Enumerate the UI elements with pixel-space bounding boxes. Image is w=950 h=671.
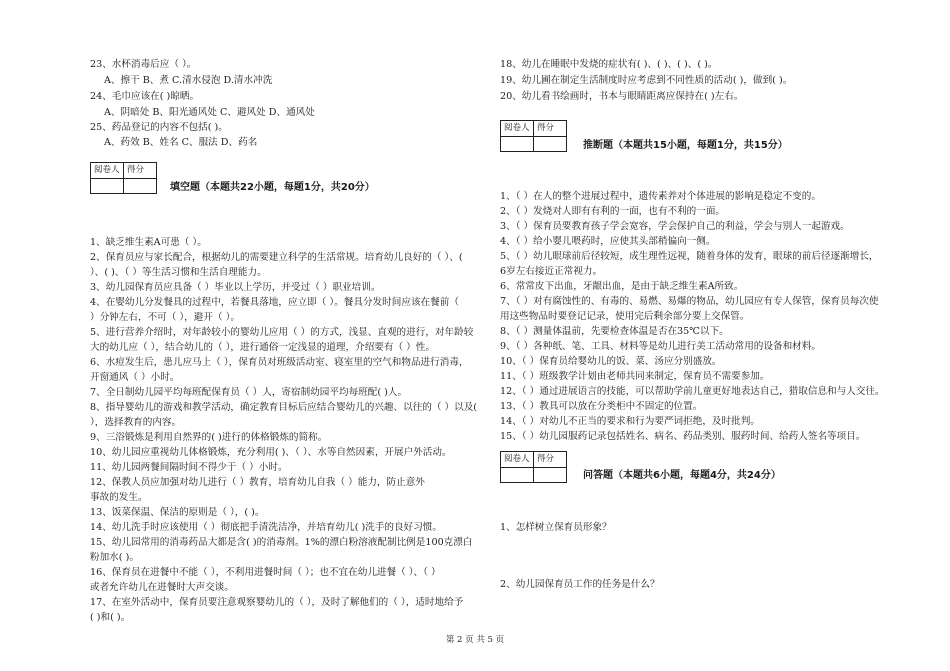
fill-line: 11、幼儿园两餐间隔时间不得少于（ ）小时。 (90, 462, 288, 473)
score-box-qa (500, 451, 567, 483)
fill-line: 16、保育员在进餐中不能（ ），不利用进餐时间（ ）；也不宜在幼儿进餐（ ）、（ ） (90, 567, 441, 578)
fill-line: 14、幼儿洗手时应该使用（ ）彻底把手清洗洁净，并培育幼儿( )洗手的良好习惯。 (90, 522, 442, 533)
judge-line: 3、（ ）保育员要教育孩子学会宽容，学会保护自己的利益，学会与别人一起游戏。 (500, 221, 850, 232)
judge-line: 4、（ ）给小婴儿喂药时，应使其头部稍偏向一侧。 (500, 236, 716, 247)
page-footer: 第 2 页 共 5 页 (445, 635, 505, 645)
fill-line: 1、缺乏维生素A可患（ ）。 (90, 237, 207, 248)
grader-label: 阅卷人 (91, 163, 124, 179)
judge-line: 10、（ ）保育员给婴幼儿的饭、菜、汤应分别盛放。 (500, 356, 722, 367)
fill-line: 粉加水( )。 (90, 552, 139, 563)
fill-line: 12、保教人员应加强对幼儿进行（ ）教育，培育幼儿自我（ ）能力，防止意外 (90, 477, 425, 488)
judge-line: 6、常常皮下出血，牙龈出血，是由于缺乏维生素A所致。 (500, 281, 744, 292)
fill-line: 事故的发生。 (90, 492, 148, 503)
section-title-judge: 推断题（本题共15小题，每题1分，共15分） (583, 140, 788, 151)
judge-line: 1、（ ）在人的整个进展过程中，遗传素养对个体进展的影响是稳定不变的。 (500, 191, 821, 202)
fill-line: ( )和( )。 (90, 612, 131, 623)
fill-line: 20、幼儿看书绘画时，书本与眼睛距离应保持在( )左右。 (500, 91, 744, 102)
qa-question-1: 1、怎样树立保育员形象？ (500, 522, 612, 533)
fill-line: 13、饭菜保温、保洁的原则是（ ），( )。 (90, 507, 265, 518)
question-23: 23、水杯消毒后应（ ）。 (90, 59, 197, 70)
question-24-options: A、阴暗处 B、阳光通风处 C、避风处 D、通风处 (104, 107, 315, 118)
fill-line: 8、指导婴幼儿的游戏和教学活动，确定教育目标后应结合婴幼儿的兴趣、以往的（ ）以及( (90, 402, 478, 413)
fill-line: 6、水痘发生后，患儿应马上（ ），保育员对班级活动室、寝室里的空气和物品进行消毒， (90, 357, 469, 368)
fill-line: ）、( )、（ ）等生活习惯和生活自理能力。 (90, 267, 267, 278)
judge-line: 用这些物品时要登记记录，使用完后剩余部分要上交保管。 (500, 311, 750, 322)
fill-line: ），选择教育的内容。 (90, 417, 182, 428)
fill-line: 4、在婴幼儿分发餐具的过程中，若餐具落地，应立即（ ）。餐具分发时间应该在餐前（ (90, 297, 459, 308)
judge-line: 15、（ ）幼儿园服药记录包括姓名、病名、药品类别、服药时间、给药人签名等项目。 (500, 431, 866, 442)
fill-line: 9、三浴锻炼是利用自然界的( )进行的体格锻炼的简称。 (90, 432, 328, 443)
fill-line: 15、幼儿园常用的消毒药品大都是含( )的消毒剂。1%的漂白粉溶液配制比例是100克漂白 (90, 537, 473, 548)
question-24: 24、毛巾应该在( )晾晒。 (90, 91, 200, 102)
grader-cell (501, 137, 534, 152)
judge-line: 2、（ ）发烧对人即有有利的一面，也有不利的一面。 (500, 206, 726, 217)
score-box-fill (90, 162, 157, 194)
grader-label: 阅卷人 (501, 121, 534, 137)
score-cell (124, 179, 157, 194)
judge-line: 5、（ ）幼儿眼球前后径较短，成生理性远视，随着身体的发育，眼球的前后径逐渐增长， (500, 251, 879, 262)
judge-line: 6岁左右接近正常视力。 (500, 266, 603, 277)
score-box-judge (500, 120, 567, 152)
grader-label: 阅卷人 (501, 452, 534, 468)
fill-line: 5、进行营养介绍时，对年龄较小的婴幼儿应用（ ）的方式，浅显、直观的进行，对年龄较 (90, 327, 474, 338)
grader-cell (91, 179, 124, 194)
fill-line: 或者允许幼儿在进餐时大声交谈。 (90, 582, 234, 593)
judge-line: 12、（ ）通过进展语言的技能，可以帮助学前儿童更好地表达自己，猎取信息和与人交往。 (500, 386, 885, 397)
question-25: 25、药品登记的内容不包括( )。 (90, 122, 228, 133)
fill-line: 19、幼儿圃在制定生活制度时应考虑到不同性质的活动( )，做到( )。 (500, 75, 793, 86)
question-23-options: A、擦干 B、煮 C.清水侵泡 D.清水冲洗 (104, 75, 273, 86)
judge-line: 8、（ ）测量体温前，先要检查体温是否在35℃以下。 (500, 326, 729, 337)
judge-line: 11、（ ）班级教学计划由老师共同来制定，保育员不需要参加。 (500, 371, 770, 382)
fill-line: 10、幼儿园应重视幼儿体格锻炼，充分利用( )、（ ）、水等自然因素，开展户外活动。 (90, 447, 452, 458)
question-25-options: A、药效 B、姓名 C、服法 D、药名 (104, 137, 258, 148)
fill-line: 7、全日制幼儿园平均每班配保育员（ ）人，寄宿制幼园平均每班配( )人。 (90, 387, 408, 398)
fill-line: 开窗通风（ ）小时。 (90, 372, 180, 383)
score-label: 得分 (534, 121, 567, 137)
section-title-fill: 填空题（本题共22小题，每题1分，共20分） (170, 182, 375, 193)
grader-cell (501, 468, 534, 483)
fill-line: 3、幼儿园保育员应具备（ ）毕业以上学历，并受过（ ）职业培训。 (90, 282, 381, 293)
score-label: 得分 (534, 452, 567, 468)
score-cell (534, 137, 567, 152)
judge-line: 14、（ ）对幼儿不正当的要求和行为要严词拒绝，及时批判。 (500, 416, 760, 427)
judge-line: 13、（ ）教具可以放在分类柜中不固定的位置。 (500, 401, 703, 412)
fill-line: 18、幼儿在睡眠中发烧的症状有( )、( )、( )、( )。 (500, 59, 718, 70)
judge-line: 7、（ ）对有腐蚀性的、有毒的、易燃、易爆的物品，幼儿园应有专人保管，保育员每次使 (500, 296, 879, 307)
score-cell (534, 468, 567, 483)
score-label: 得分 (124, 163, 157, 179)
fill-line: ）分钟左右，不可（ ），避开（ ）。 (90, 312, 240, 323)
judge-line: 9、（ ）各种纸、笔、工具、材料等是幼儿进行美工活动常用的设备和材料。 (500, 341, 821, 352)
fill-line: 2、保育员应与家长配合，根据幼儿的需要建立科学的生活常规。培育幼儿良好的（ ）、( (90, 252, 463, 263)
fill-line: 17、在室外活动中，保育员要注意观察婴幼儿的（ ），及时了解他们的（ ），适时地给予 (90, 597, 464, 608)
section-title-qa: 问答题（本题共6小题，每题4分，共24分） (583, 470, 781, 481)
qa-question-2: 2、幼儿园保育员工作的任务是什么？ (500, 579, 660, 590)
fill-line: 大的幼儿应（ ），结合幼儿的（ ），进行通俗一定浅显的道理，介绍要有（ ）性。 (90, 342, 435, 353)
